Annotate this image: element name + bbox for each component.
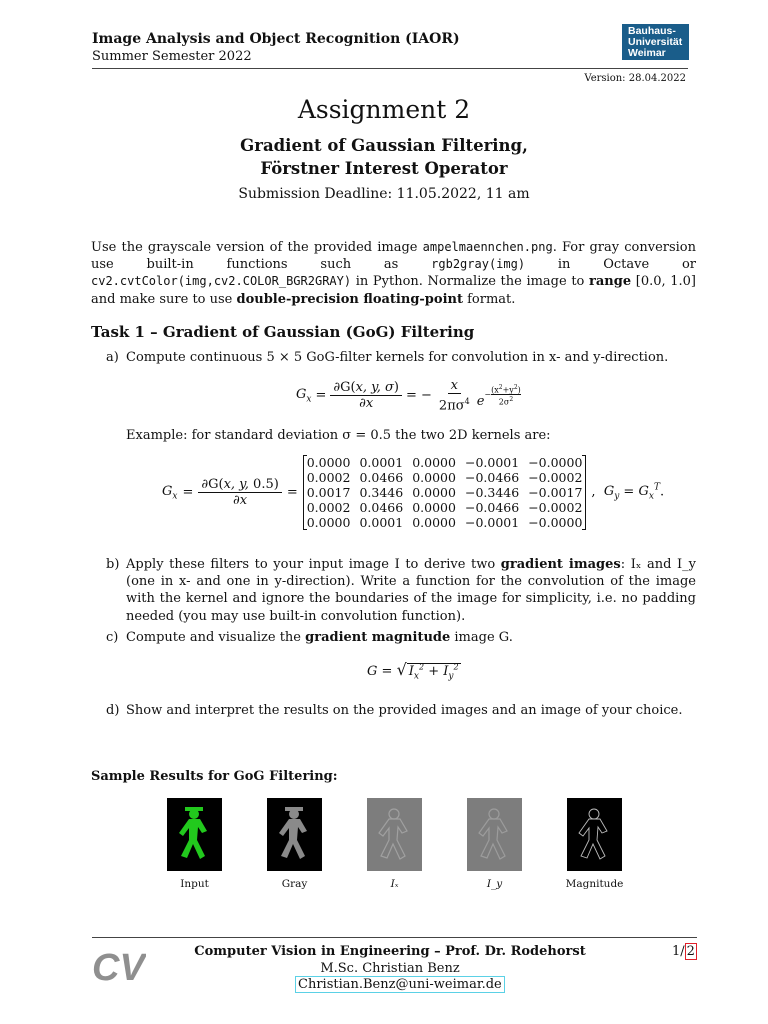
footer-email-link[interactable]: Christian.Benz@uni-weimar.de [295,976,505,993]
intro-text: in Python. Normalize the image to [351,274,590,290]
matrix-cell: −0.0001 [464,515,520,530]
caption-gray: Gray [281,878,308,890]
intro-code: ampelmaennchen.png [422,240,553,254]
caption-input: Input [180,878,209,890]
task-1d-text: Show and interpret the results on the provided images and an image of your choice. [126,703,683,718]
intro-text: [0.0, 1.0] and make sure to use [91,274,696,307]
intro-text: in Octave or [525,257,697,273]
task-1a [106,349,696,366]
subtitle-line-2: Förstner Interest Operator [260,159,508,178]
logo-line-2: Universität [628,36,683,48]
gradient-x-image [367,798,422,871]
university-logo [622,24,689,60]
intro-text: Use the grayscale version of the provided image [91,240,423,255]
matrix-cell: 0.0000 [306,455,351,470]
task-1a-text: Compute continuous 5 × 5 GoG-filter kernels for convolution in x- and y-direction. [126,350,669,365]
item-marker: a) [106,350,119,365]
task-1b-text: Apply these filters to your input image I to derive two [126,557,501,572]
intro-code: cv2.cvtColor(img,cv2.COLOR_BGR2GRAY) [91,274,352,289]
intro-paragraph [91,239,696,308]
matrix-cell: 0.0466 [359,470,404,485]
assignment-subtitle [0,134,768,180]
footer-author: M.Sc. Christian Benz [320,961,460,976]
task-1c [106,629,696,646]
matrix-cell: 0.0000 [306,515,351,530]
logo-line-3: Weimar [628,47,666,59]
matrix-cell: −0.0017 [528,485,583,500]
task-1b-bold: gradient images [500,557,621,572]
deadline: Submission Deadline: 11.05.2022, 11 am [238,186,530,202]
cv-logo-text: CV [92,947,145,986]
assignment-title: Assignment 2 [297,95,471,124]
subtitle-line-1: Gradient of Gaussian Filtering, [240,136,528,155]
task-1c-text: image G. [450,630,513,645]
matrix-cell: −0.0000 [528,455,583,470]
footer-chair: Computer Vision in Engineering – Prof. Dr. Rodehorst [194,944,586,959]
semester: Summer Semester 2022 [92,49,252,64]
kernel-matrix [303,455,587,530]
matrix-cell: 0.0001 [359,455,404,470]
task-1b-text: : Iₓ and I_y (one in x- and one in y-direction). Write a function for the convolution of the image with the kernel and ignore the boundaries of the image for simplicity, i.e. no padding needed (you may use built-in convolution function). [126,557,696,624]
matrix-cell: −0.0001 [464,455,520,470]
page-current: 1/ [672,944,685,959]
version: Version: 28.04.2022 [584,73,686,84]
item-marker: c) [106,630,119,645]
page-number [672,944,697,959]
footer-divider [92,937,697,938]
matrix-cell: −0.0002 [528,500,583,515]
item-marker: b) [106,557,120,572]
task-1b [106,556,696,625]
intro-code: rgb2gray(img) [431,257,526,272]
example-text: Example: for standard deviation σ = 0.5 the two 2D kernels are: [126,428,551,443]
samples-title: Sample Results for GoG Filtering: [91,769,338,784]
matrix-cell: 0.0000 [412,470,456,485]
task-1c-bold: gradient magnitude [305,630,451,645]
task-1c-text: Compute and visualize the [126,630,306,645]
intro-bold: range [589,274,632,290]
matrix-cell: −0.0466 [464,470,520,485]
item-marker: d) [106,703,120,718]
caption-magnitude: Magnitude [565,878,624,890]
intro-text: format. [462,291,516,307]
matrix-cell: 0.0002 [306,500,351,515]
matrix-cell: −0.0000 [528,515,583,530]
page-total-link[interactable]: 2 [686,944,695,959]
matrix-cell: 0.0000 [412,455,456,470]
gradient-y-image [467,798,522,871]
matrix-cell: −0.0466 [464,500,520,515]
intro-text: . For gray conversion use built-in functions such as [91,240,697,273]
matrix-cell: 0.0000 [412,515,456,530]
matrix-cell: −0.0002 [528,470,583,485]
matrix-cell: −0.3446 [464,485,520,500]
intro-bold: double-precision floating-point [236,291,463,307]
matrix-cell: 0.0017 [306,485,351,500]
kernel-formula: $G_x$ = $\frac{\partial G(x, y, 0.5)}{\partial x}$ = 0.0000 0.0001 0.0000 −0.0001 −0.0000 0.0002 0.0466 0.0000 −0.0466 −0.0002 0.0017 0.3446 0.0000 −0.3446 −0.0017 0.0002 0.0466 0.0000 −0.0466 −0.0002 0.0000 0.0001 0.0000 −0.0001 −0.0000 , $G_y = G_x^T$. [162,455,665,530]
caption-ix: Iₓ [390,878,399,890]
matrix-cell: 0.0001 [359,515,404,530]
caption-iy: I_y [486,878,503,890]
magnitude-image [567,798,622,871]
header-divider [92,68,688,69]
matrix-cell: 0.0000 [412,500,456,515]
logo-line-1: Bauhaus- [628,25,676,37]
magnitude-formula: G = √ $I_x^2 + I_y^2$ [367,660,459,682]
gx-formula: $G_x$ = $\frac{\partial G(x, y, \sigma)}{\partial x}$ = − $\frac{x}{2\pi\sigma^4}$ $e^{- \frac{(x^2+y^2)}{2\sigma^2}}$ [296,378,521,414]
matrix-cell: 0.0466 [359,500,404,515]
matrix-cell: 0.0002 [306,470,351,485]
input-image [167,798,222,871]
task-1d [106,702,696,719]
gray-image [267,798,322,871]
task-1-title: Task 1 – Gradient of Gaussian (GoG) Filtering [91,323,475,341]
course-title: Image Analysis and Object Recognition (IAOR) [92,31,460,47]
matrix-cell: 0.0000 [412,485,456,500]
matrix-cell: 0.3446 [359,485,404,500]
